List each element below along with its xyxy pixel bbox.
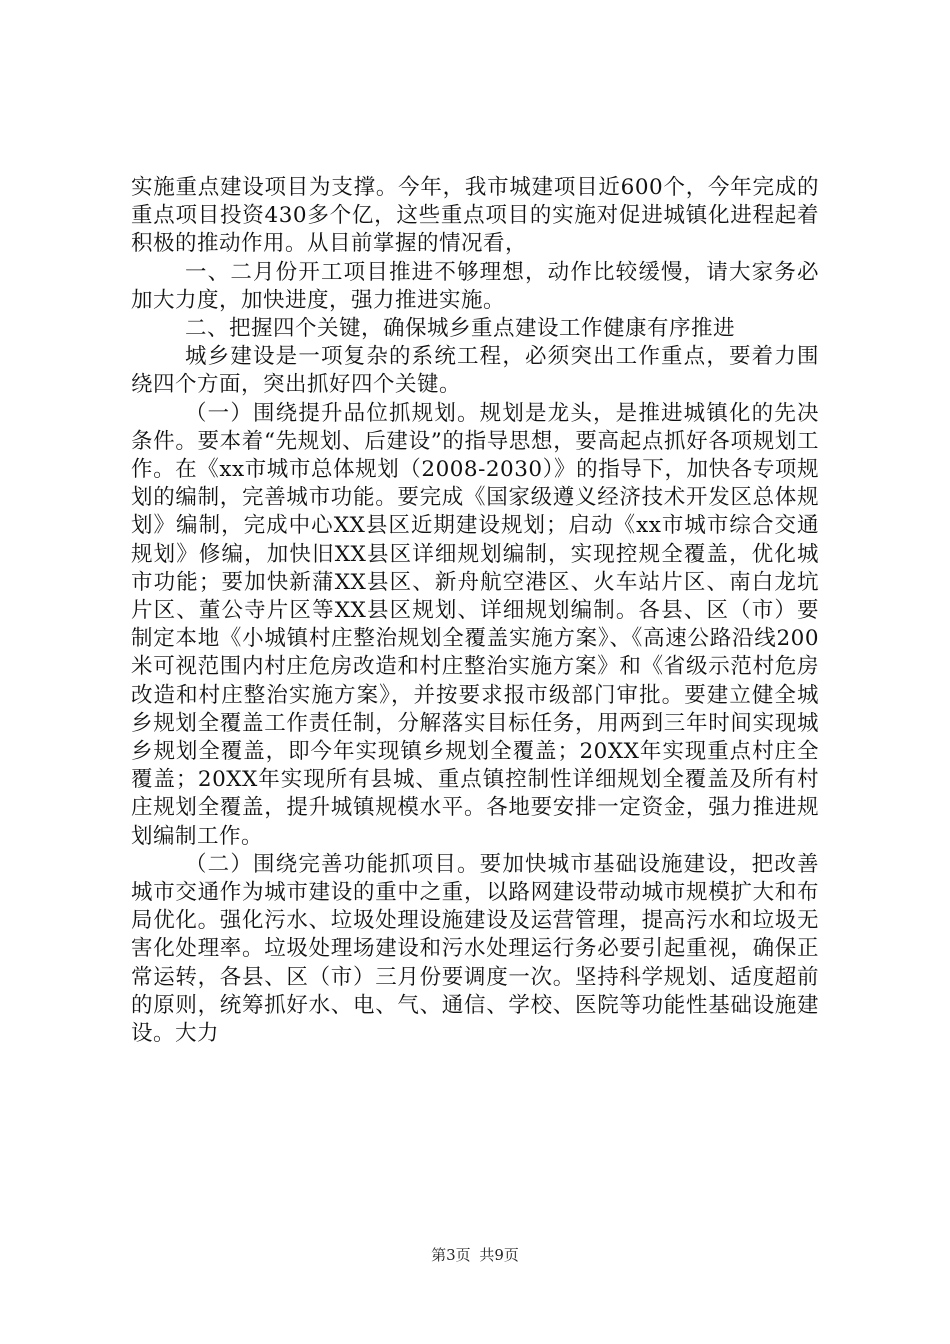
page-number: 第3页: [431, 1246, 471, 1264]
paragraph-1: 实施重点建设项目为支撑。今年，我市城建项目近600个，今年完成的重点项目投资430多个亿，这些重点项目的实施对促进城镇化进程起着积极的推动作用。从目前掌握的情况看，: [131, 175, 819, 257]
document-body: [131, 174, 819, 1048]
section-heading: 二、把握四个关键，确保城乡重点建设工作健康有序推进: [185, 316, 736, 342]
paragraph-4: 城乡建设是一项复杂的系统工程，必须突出工作重点，要着力围绕四个方面，突出抓好四个关键。: [131, 344, 819, 398]
paragraph-projects: （二）围绕完善功能抓项目。要加快城市基础设施建设，把改善城市交通作为城市建设的重中之重，以路网建设带动城市规模扩大和布局优化。强化污水、垃圾处理设施建设及运营管理，提高污水和垃圾无害化处理率。垃圾处理场建设和污水处理运行务必要引起重视，确保正常运转，各县、区（市）三月份要调度一次。坚持科学规划、适度超前的原则，统筹抓好水、电、气、通信、学校、医院等功能性基础设施建设。大力: [131, 851, 819, 1047]
page-total: 共9页: [479, 1246, 519, 1264]
page-footer: [0, 1244, 950, 1265]
paragraph-2: 一、二月份开工项目推进不够理想，动作比较缓慢，请大家务必加大力度，加快进度，强力推进实施。: [131, 259, 819, 313]
paragraph-planning: （一）围绕提升品位抓规划。规划是龙头，是推进城镇化的先决条件。要本着“先规划、后建设”的指导思想，要高起点抓好各项规划工作。在《xx市城市总体规划（2008-2030）》的指导下，加快各专项规划的编制，完善城市功能。要完成《国家级遵义经济技术开发区总体规划》编制，完成中心XX县区近期建设规划；启动《xx市城市综合交通规划》修编，加快旧XX县区详细规划编制，实现控规全覆盖，优化城市功能；要加快新蒲XX县区、新舟航空港区、火车站片区、南白龙坑片区、董公寺片区等XX县区规划、详细规划编制。各县、区（市）要制定本地《小城镇村庄整治规划全覆盖实施方案》、《高速公路沿线200米可视范围内村庄危房改造和村庄整治实施方案》和《省级示范村危房改造和村庄整治实施方案》，并按要求报市级部门审批。要建立健全城乡规划全覆盖工作责任制，分解落实目标任务，用两到三年时间实现城乡规划全覆盖，即今年实现镇乡规划全覆盖；20XX年实现重点村庄全覆盖；20XX年实现所有县城、重点镇控制性详细规划全覆盖及所有村庄规划全覆盖，提升城镇规模水平。各地要安排一定资金，强力推进规划编制工作。: [131, 400, 819, 849]
